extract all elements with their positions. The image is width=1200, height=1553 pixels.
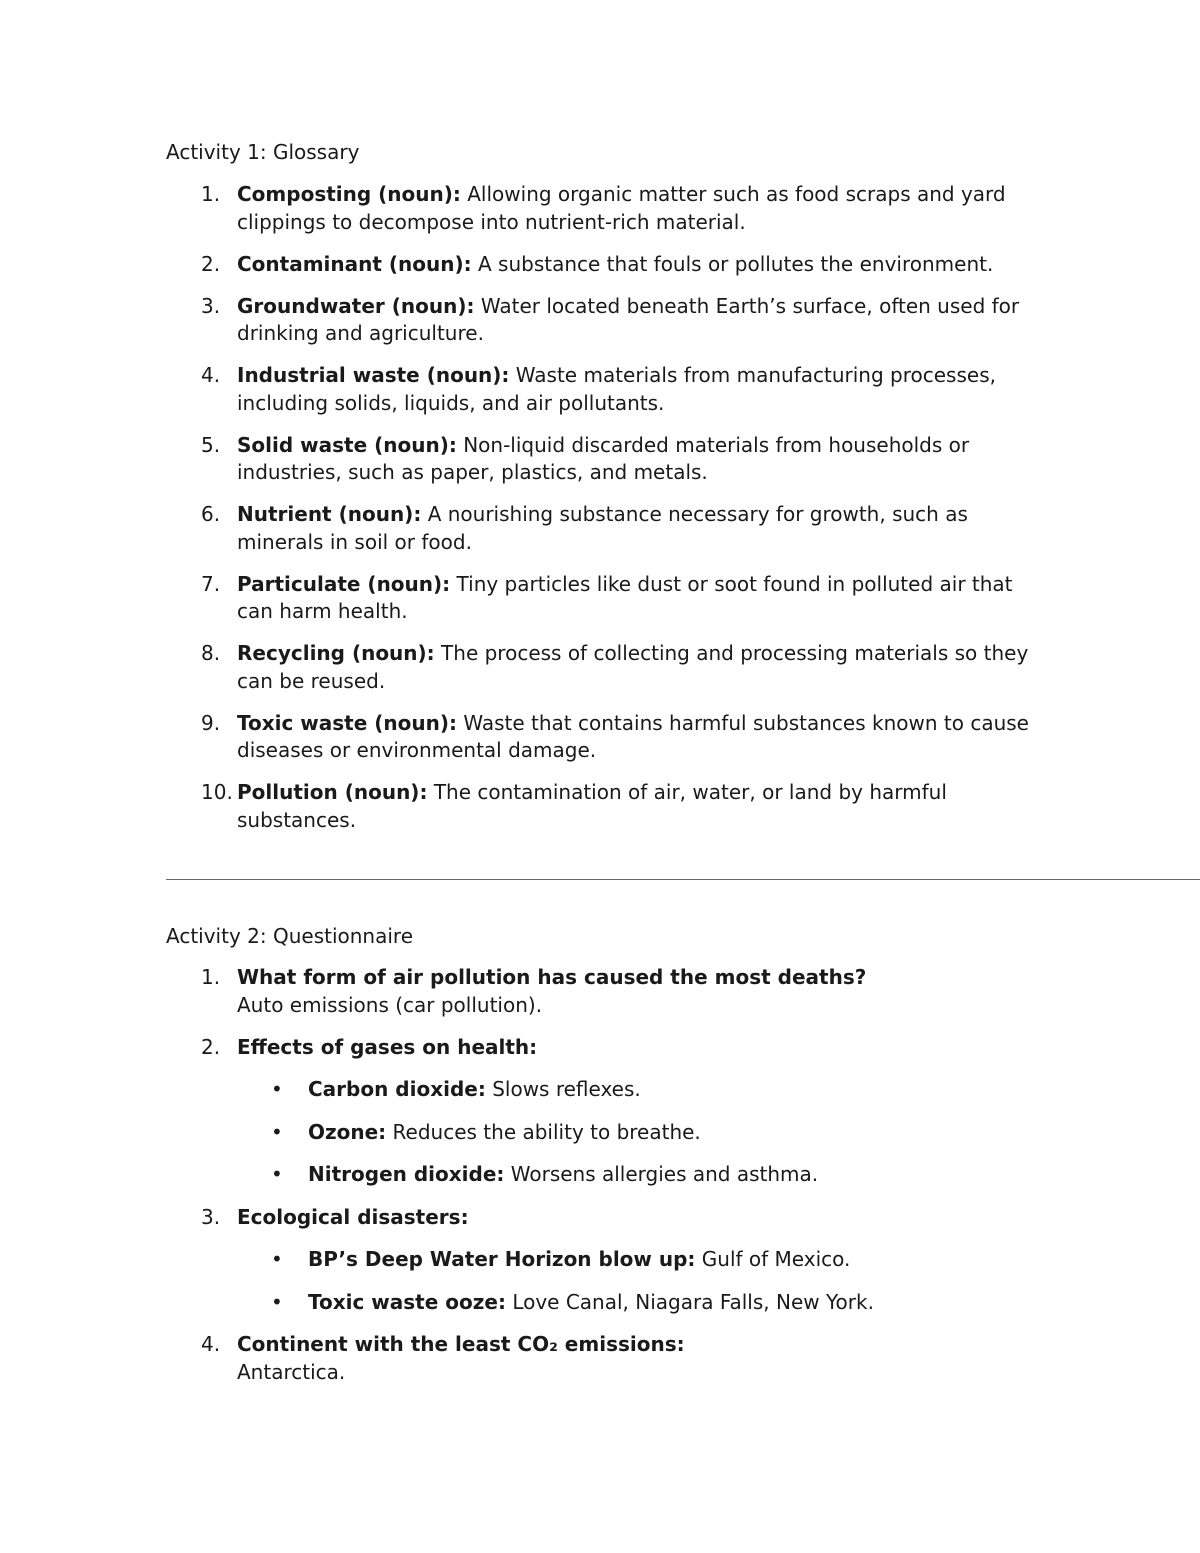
bullet-icon: •: [271, 1077, 283, 1101]
answer-text: Antarctica.: [237, 1359, 346, 1384]
item-number: 3.: [201, 1204, 221, 1229]
answer-text: Auto emissions (car pollution).: [237, 992, 543, 1017]
glossary-term: Nutrient (noun):: [237, 502, 422, 526]
glossary-term: Contaminant (noun):: [237, 251, 472, 276]
questionnaire-list: [166, 964, 1046, 1401]
bullet-label: Nitrogen dioxide:: [308, 1162, 505, 1186]
glossary-definition: A substance that fouls or pollutes the environment.: [478, 251, 994, 276]
bullet-icon: •: [271, 1247, 283, 1271]
glossary-item: [166, 501, 1046, 556]
activity1-heading: Activity 1: Glossary: [166, 140, 360, 164]
bullet-label: Carbon dioxide:: [308, 1077, 486, 1101]
bullet-item: [166, 1246, 1046, 1274]
glossary-term: Industrial waste (noun):: [237, 363, 510, 387]
item-number: 6.: [201, 502, 221, 526]
bullet-label: Ozone:: [308, 1119, 387, 1144]
glossary-item: [166, 571, 1046, 626]
item-number: 4.: [201, 1332, 221, 1356]
glossary-definition: A nourishing substance necessary for growth, such as minerals in soil or food.: [237, 502, 968, 554]
bullet-label: Toxic waste ooze:: [308, 1289, 506, 1314]
glossary-item: [166, 362, 1046, 417]
bullet-label: BP’s Deep Water Horizon blow up:: [308, 1247, 696, 1271]
item-number: 9.: [201, 710, 221, 735]
bullet-list: [237, 1246, 1046, 1316]
bullet-item: [166, 1289, 1046, 1317]
bullet-text: Love Canal, Niagara Falls, New York.: [512, 1289, 874, 1314]
glossary-item: [166, 640, 1046, 695]
question-item: [166, 1204, 1046, 1317]
bullet-icon: •: [271, 1162, 283, 1186]
item-number: 7.: [201, 571, 221, 596]
bullet-item: [166, 1161, 1046, 1189]
question-item: [166, 1331, 1046, 1386]
question-text: Ecological disasters:: [237, 1204, 469, 1229]
glossary-term: Groundwater (noun):: [237, 293, 475, 318]
glossary-term: Pollution (noun):: [237, 780, 428, 804]
bullet-text: Slows reflexes.: [492, 1077, 641, 1101]
glossary-definition: Water located beneath Earth’s surface, often used for drinking and agriculture.: [237, 293, 1020, 345]
glossary-item: [166, 432, 1046, 487]
glossary-list: [166, 181, 1046, 849]
item-number: 2.: [201, 251, 221, 276]
question-text: Effects of gases on health:: [237, 1034, 538, 1059]
item-number: 3.: [201, 293, 221, 318]
glossary-item: [166, 251, 1046, 279]
bullet-text: Worsens allergies and asthma.: [510, 1162, 819, 1186]
glossary-term: Composting (noun):: [237, 182, 461, 206]
item-number: 4.: [201, 363, 221, 387]
glossary-definition: Waste materials from manufacturing processes, including solids, liquids, and air pollutants.: [237, 363, 996, 415]
glossary-item: [166, 293, 1046, 348]
bullet-item: [166, 1076, 1046, 1104]
question-text: Continent with the least CO₂ emissions:: [237, 1332, 685, 1356]
question-item: [166, 1034, 1046, 1189]
question-item: [166, 964, 1046, 1019]
glossary-definition: The process of collecting and processing materials so they can be reused.: [237, 641, 1029, 693]
bullet-icon: •: [271, 1289, 283, 1314]
bullet-text: Reduces the ability to breathe.: [392, 1119, 701, 1144]
glossary-definition: Waste that contains harmful substances known to cause diseases or environmental damage.: [237, 710, 1029, 762]
item-number: 2.: [201, 1034, 221, 1059]
bullet-item: [166, 1119, 1046, 1147]
bullet-icon: •: [271, 1119, 283, 1144]
glossary-item: [166, 710, 1046, 765]
bullet-text: Gulf of Mexico.: [701, 1247, 851, 1271]
glossary-item: [166, 779, 1046, 834]
glossary-definition: Tiny particles like dust or soot found in polluted air that can harm health.: [237, 571, 1013, 623]
glossary-definition: Non-liquid discarded materials from households or industries, such as paper, plastics, and metals.: [237, 432, 970, 484]
item-number: 5.: [201, 432, 221, 457]
glossary-term: Solid waste (noun):: [237, 432, 457, 457]
item-number: 1.: [201, 965, 221, 989]
glossary-term: Particulate (noun):: [237, 571, 451, 596]
bullet-list: [237, 1076, 1046, 1189]
glossary-definition: Allowing organic matter such as food scraps and yard clippings to decompose into nutrient-rich material.: [237, 182, 1006, 234]
question-text: What form of air pollution has caused the most deaths?: [237, 965, 867, 989]
activity2-heading: Activity 2: Questionnaire: [166, 924, 414, 948]
item-number: 8.: [201, 641, 221, 665]
glossary-term: Toxic waste (noun):: [237, 710, 457, 735]
item-number: 10.: [201, 780, 233, 804]
glossary-definition: The contamination of air, water, or land by harmful substances.: [237, 780, 947, 832]
glossary-term: Recycling (noun):: [237, 641, 435, 665]
item-number: 1.: [201, 182, 221, 206]
glossary-item: [166, 181, 1046, 236]
section-divider: [166, 879, 1200, 880]
